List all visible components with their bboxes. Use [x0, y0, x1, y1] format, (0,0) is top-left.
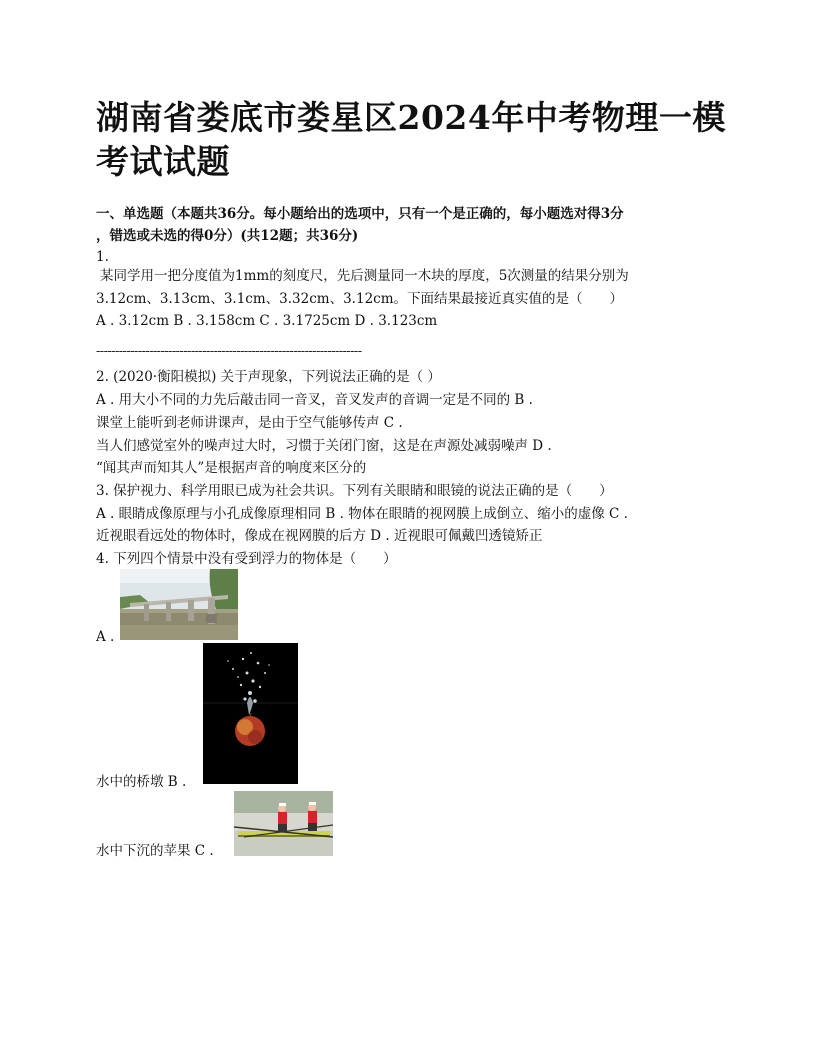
section-heading-line2: ，错选或未选的得0分）(共12题；共36分): [96, 228, 359, 244]
q2-option-a: A . 用大小不同的力先后敲击同一音叉，音叉发声的音调一定是不同的 B .: [96, 392, 533, 408]
q3-options-line1: A . 眼睛成像原理与小孔成像原理相同 B . 物体在眼睛的视网膜上成倒立、缩小的虚像 C .: [96, 506, 628, 522]
q3-options-line2: 近视眼看远处的物体时，像成在视网膜的后方 D . 近视眼可佩戴凹透镜矫正: [96, 528, 543, 544]
q2-option-b: 课堂上能听到老师讲课声，是由于空气能够传声 C .: [96, 415, 403, 431]
rowing-boat-image: [234, 791, 333, 856]
q1-stem-line1: 某同学用一把分度值为1mm的刻度尺，先后测量同一木块的厚度，5次测量的结果分别为: [100, 268, 629, 284]
sinking-apple-image: [203, 643, 298, 784]
q3-stem: 3. 保护视力、科学用眼已成为社会共识。下列有关眼睛和眼镜的说法正确的是（ ）: [96, 483, 613, 499]
q2-option-d: “闻其声而知其人”是根据声音的响度来区分的: [96, 460, 367, 476]
q1-stem-line2: 3.12cm、3.13cm、3.1cm、3.32cm、3.12cm。下面结果最接近真实值的是（ ）: [96, 291, 624, 307]
q4-option-b-label: 水中的桥墩 B .: [96, 774, 187, 790]
q4-option-a-label: A .: [96, 629, 115, 645]
separator-line: ----------------------------------------------------------------------: [96, 344, 362, 359]
bridge-pier-image: [120, 569, 238, 640]
q2-option-c: 当人们感觉室外的噪声过大时，习惯于关闭门窗，这是在声源处减弱噪声 D .: [96, 438, 552, 454]
section-heading: [96, 203, 736, 247]
page-title: 湖南省娄底市娄星区2024年中考物理一模考试试题: [96, 98, 726, 181]
section-heading-line1: 一、单选题（本题共36分。每小题给出的选项中，只有一个是正确的，每小题选对得3分: [96, 206, 624, 222]
q4-stem: 4. 下列四个情景中没有受到浮力的物体是（ ）: [96, 551, 397, 567]
q1-options: A . 3.12cm B . 3.158cm C . 3.1725cm D . 3.123cm: [96, 313, 438, 329]
q1-number: 1.: [96, 249, 109, 265]
q2-stem: 2. (2020·衡阳模拟) 关于声现象，下列说法正确的是（ ）: [96, 369, 441, 385]
q4-option-c-label: 水中下沉的苹果 C .: [96, 843, 214, 859]
